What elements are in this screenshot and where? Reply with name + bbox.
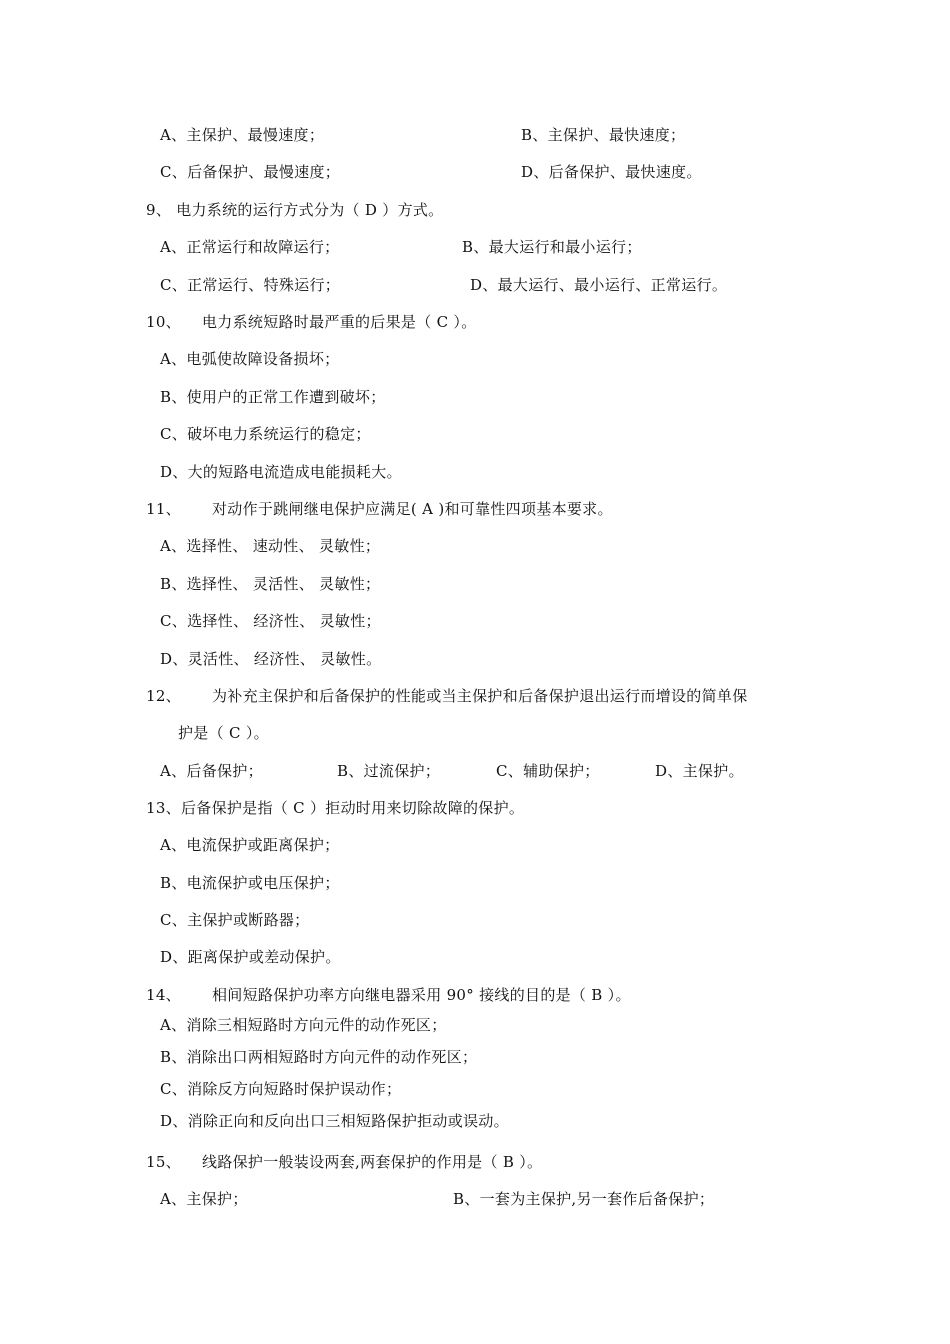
option-b: B、选择性、 灵活性、 灵敏性； — [160, 575, 381, 593]
question-number: 14、 — [146, 986, 181, 1004]
question-number: 15、 — [146, 1153, 181, 1171]
option-b: B、消除出口两相短路时方向元件的动作死区； — [160, 1048, 478, 1066]
question-number: 12、 — [146, 687, 181, 705]
option-c: C、后备保护、最慢速度； — [160, 163, 341, 181]
option-d: D、后备保护、最快速度。 — [521, 163, 702, 181]
option-b: B、电流保护或电压保护； — [160, 874, 340, 892]
option-d: D、大的短路电流造成电能损耗大。 — [160, 463, 402, 481]
option-c: C、选择性、 经济性、 灵敏性； — [160, 612, 381, 630]
question-12: 为补充主保护和后备保护的性能或当主保护和后备保护退出运行而增设的简单保 — [212, 687, 748, 705]
option-a: A、主保护； — [160, 1190, 248, 1208]
option-a: A、后备保护； — [160, 762, 263, 780]
question-12-continued: 护是（ C ）。 — [178, 724, 269, 742]
option-b: B、主保护、最快速度； — [521, 126, 686, 144]
option-d: D、主保护。 — [655, 762, 744, 780]
option-d: D、最大运行、最小运行、正常运行。 — [470, 276, 728, 294]
option-a: A、电弧使故障设备损坏； — [160, 350, 340, 368]
option-b: B、最大运行和最小运行； — [462, 238, 642, 256]
question-number: 11、 — [146, 500, 181, 518]
option-b: B、一套为主保护,另一套作后备保护； — [453, 1190, 715, 1208]
question-14: 相间短路保护功率方向继电器采用 90° 接线的目的是（ B ）。 — [212, 986, 631, 1004]
question-11: 对动作于跳闸继电保护应满足( A )和可靠性四项基本要求。 — [212, 500, 613, 518]
option-b: B、过流保护； — [337, 762, 441, 780]
option-b: B、使用户的正常工作遭到破坏； — [160, 388, 386, 406]
question-15: 线路保护一般装设两套,两套保护的作用是（ B ）。 — [202, 1153, 543, 1171]
option-a: A、正常运行和故障运行； — [160, 238, 340, 256]
option-c: C、消除反方向短路时保护误动作； — [160, 1080, 402, 1098]
option-d: D、消除正向和反向出口三相短路保护拒动或误动。 — [160, 1112, 509, 1130]
option-a: A、消除三相短路时方向元件的动作死区； — [160, 1016, 447, 1034]
option-a: A、主保护、最慢速度； — [160, 126, 325, 144]
option-d: D、灵活性、 经济性、 灵敏性。 — [160, 650, 382, 668]
option-c: C、正常运行、特殊运行； — [160, 276, 341, 294]
question-9: 9、 电力系统的运行方式分为（ D ）方式。 — [146, 201, 444, 219]
option-c: C、辅助保护； — [496, 762, 600, 780]
question-10: 电力系统短路时最严重的后果是（ C ）。 — [202, 313, 477, 331]
question-13: 13、后备保护是指（ C ）拒动时用来切除故障的保护。 — [146, 799, 525, 817]
option-a: A、选择性、 速动性、 灵敏性； — [160, 537, 381, 555]
option-a: A、电流保护或距离保护； — [160, 836, 340, 854]
option-d: D、距离保护或差动保护。 — [160, 948, 341, 966]
option-c: C、主保护或断路器； — [160, 911, 310, 929]
option-c: C、破坏电力系统运行的稳定； — [160, 425, 371, 443]
question-number: 10、 — [146, 313, 181, 331]
